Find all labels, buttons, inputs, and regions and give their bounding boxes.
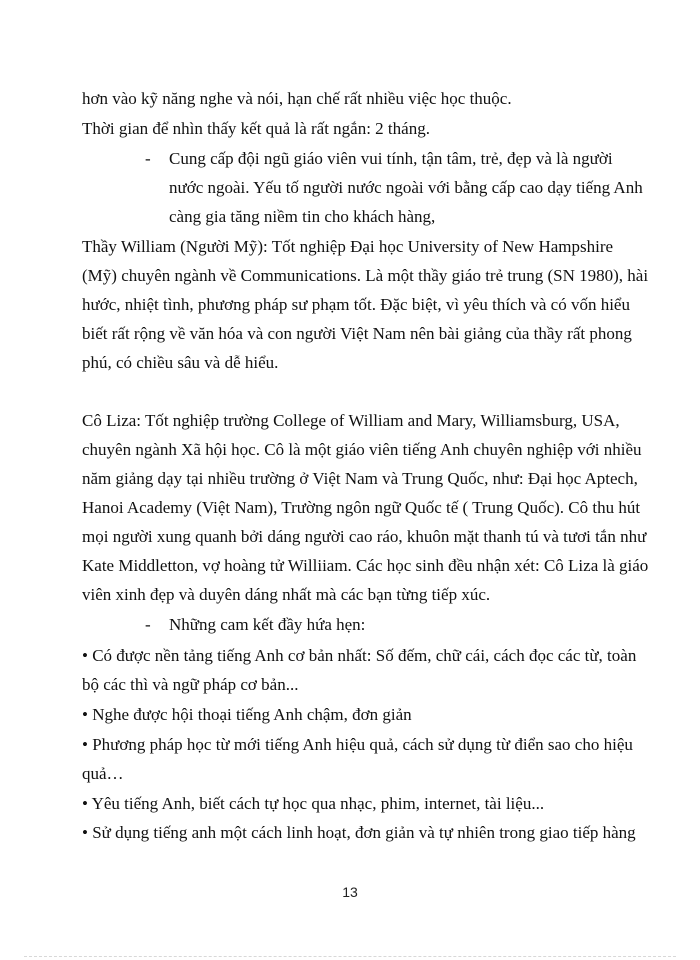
page-number: 13 [342,884,358,900]
teachers-point-line: Cung cấp đội ngũ giáo viên vui tính, tận tâm, trẻ, đẹp và là người [169,149,613,168]
william-paragraph-line: (Mỹ) chuyên ngành về Communications. Là một thầy giáo trẻ trung (SN 1980), hài [82,266,649,285]
william-paragraph-line: biết rất rộng về văn hóa và con người Việt Nam nên bài giảng của thầy rất phong [82,324,632,343]
teachers-point-line: nước ngoài. Yếu tố người nước ngoài với bằng cấp cao dạy tiếng Anh [169,178,643,197]
page-edge-divider [24,956,676,957]
william-paragraph-line: hước, nhiệt tình, phương pháp sư phạm tốt. Đặc biệt, vì yêu thích và có vốn hiểu [82,295,630,314]
liza-paragraph-line: Kate Middletton, vợ hoàng tử Williiam. Các học sinh đều nhận xét: Cô Liza là giáo [82,556,649,575]
william-paragraph-line: Thầy William (Người Mỹ): Tốt nghiệp Đại học University of New Hampshire [82,237,614,256]
liza-paragraph-line: chuyên ngành Xã hội học. Cô là một giáo viên tiếng Anh chuyên nghiệp với nhiều [82,440,642,459]
intro-line-1: hơn vào kỹ năng nghe và nói, hạn chế rất nhiều việc học thuộc. [82,89,512,108]
william-paragraph-line: phú, có chiều sâu và dễ hiểu. [82,353,279,372]
commitment-bullet-line: • Phương pháp học từ mới tiếng Anh hiệu quả, cách sử dụng từ điển sao cho hiệu [82,735,633,754]
liza-paragraph-line: Hanoi Academy (Việt Nam), Trường ngôn ngữ Quốc tế ( Trung Quốc). Cô thu hút [82,498,641,517]
commitment-bullet-line: quả… [82,764,124,783]
liza-paragraph-line: Cô Liza: Tốt nghiệp trường College of William and Mary, Williamsburg, USA, [82,411,620,430]
commitments-heading: Những cam kết đầy hứa hẹn: [169,615,366,634]
teachers-point-marker: - [145,149,151,168]
liza-paragraph-line: năm giảng dạy tại nhiều trường ở Việt Nam và Trung Quốc, như: Đại học Aptech, [82,469,638,488]
commitment-bullet-line: • Nghe được hội thoại tiếng Anh chậm, đơn giản [82,705,412,724]
intro-line-2: Thời gian để nhìn thấy kết quả là rất ngắn: 2 tháng. [82,119,430,138]
teachers-point-line: càng gia tăng niềm tin cho khách hàng, [169,207,436,226]
commitment-bullet-line: • Sử dụng tiếng anh một cách linh hoạt, đơn giản và tự nhiên trong giao tiếp hàng [82,823,636,842]
commitment-bullet-line: bộ các thì và ngữ pháp cơ bản... [82,675,299,694]
commitments-marker: - [145,615,151,634]
commitment-bullet-line: • Yêu tiếng Anh, biết cách tự học qua nhạc, phim, internet, tài liệu... [82,794,545,813]
liza-paragraph-line: viên xinh đẹp và duyên dáng nhất mà các bạn từng tiếp xúc. [82,585,491,604]
commitment-bullet-line: • Có được nền tảng tiếng Anh cơ bản nhất: Số đếm, chữ cái, cách đọc các từ, toàn [82,646,637,665]
liza-paragraph-line: mọi người xung quanh bởi dáng người cao ráo, khuôn mặt thanh tú và tươi tắn như [82,527,647,546]
